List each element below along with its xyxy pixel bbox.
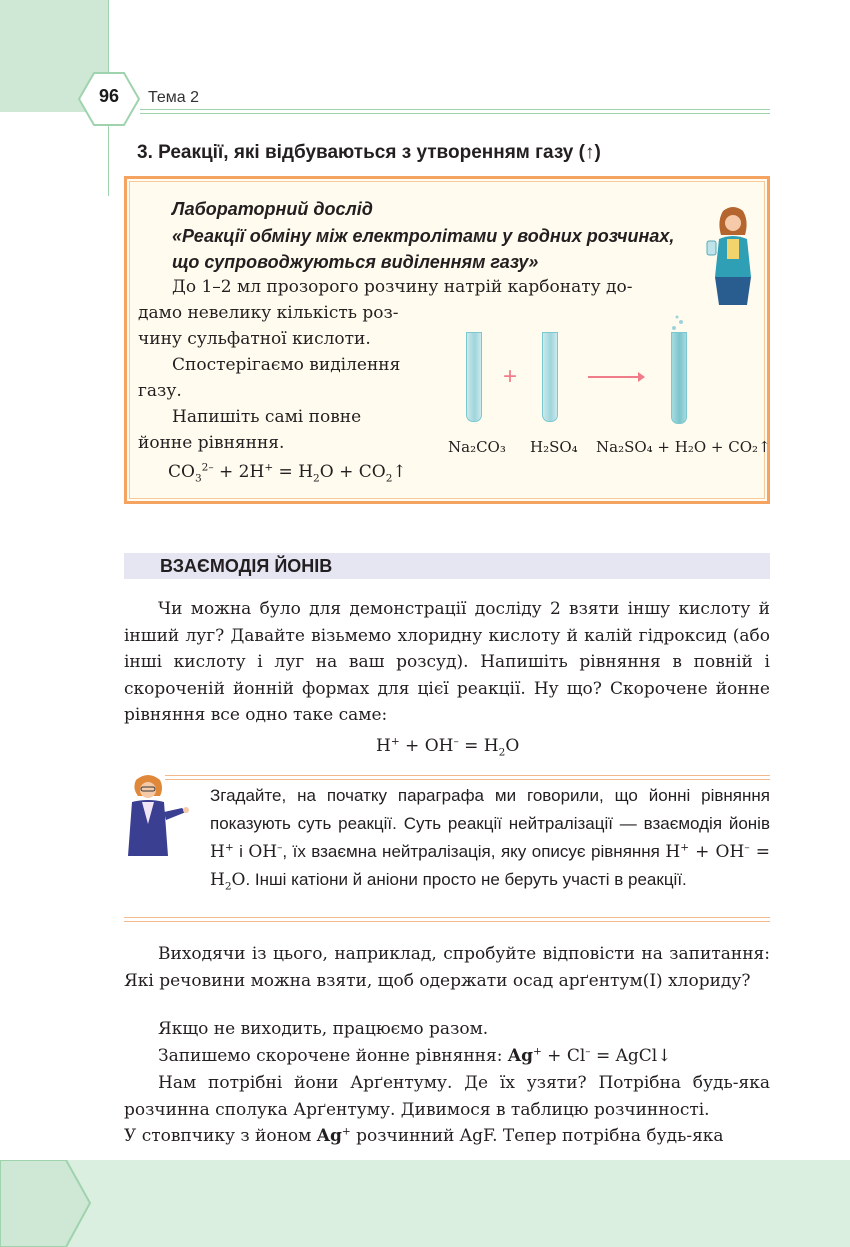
lab-ionic-equation: $CO_3^{2-} + 2H^+ = H_2O$ + $CO_2↑$ — [168, 461, 407, 485]
paragraph: Нам потрібні йони Арґентуму. Де їх узяти? Потрібна будь-яка розчинна сполука Арґентуму. Дивимося в таблицю розчинності. — [124, 1073, 770, 1120]
lab-subtitle-line1: «Реакції обміну між електролітами у водних розчинах, — [172, 226, 675, 246]
page-number: 96 — [98, 86, 120, 106]
teacher-with-flask-illustration — [705, 205, 761, 307]
note-bottom-rule-1 — [124, 917, 770, 918]
neutralization-equation: $H^+ + OH^- = H_2O$ — [376, 735, 520, 759]
lab-subtitle-line2: що супроводжуються виділенням газу» — [172, 252, 539, 272]
test-tube-products — [671, 332, 687, 424]
gas-bubbles-icon — [668, 314, 688, 334]
section-heading: 3. Реакції, які відбуваються з утворенням газу (↑) — [137, 142, 601, 163]
label-products: Na₂SO₄ + H₂O + CO₂↑ — [596, 438, 771, 456]
paragraph: Чи можна було для демонстрації досліду 2 взяти іншу кислоту й інший луг? Давайте візьмемо хлоридну кислоту й калій гідроксид (або інші кислоту і луг на ваш розсуд). Напишіть рівняння в повній і скороченій йонній формах для цієї реакції. Ну що? Скорочене йонне рівняння все одно таке саме: — [124, 599, 770, 725]
note-top-rule-1 — [165, 775, 770, 776]
header-rule-1 — [140, 109, 770, 110]
label-na2co3: Na₂CO₃ — [448, 438, 506, 456]
lab-title: Лабораторний дослід — [172, 199, 373, 219]
paragraph-with-equation: Запишемо скорочене йонне рівняння: Ag+ + Cl– = AgCl↓ — [158, 1045, 672, 1066]
lab-text-line: До 1–2 мл прозорого розчину натрій карбонату до- — [172, 277, 633, 297]
label-h2so4: H₂SO₄ — [530, 438, 578, 456]
lab-text-line: Напишіть самі повне — [172, 407, 362, 427]
lab-text-line: газу. — [138, 381, 182, 401]
paragraph: У стовпчику з йоном Ag+ розчинний AgF. Тепер потрібна будь-яка — [124, 1125, 724, 1146]
paragraph: Якщо не виходить, працюємо разом. — [158, 1019, 489, 1039]
footer-tab-shape — [0, 1160, 92, 1247]
section-title: ВЗАЄМОДІЯ ЙОНІВ — [160, 556, 333, 576]
lab-text-line: дамо невелику кількість роз- — [138, 303, 399, 323]
plus-sign: + — [503, 363, 518, 390]
paragraph: Виходячи із цього, наприклад, спробуйте відповісти на запитання: Які речовини можна взяти, щоб одержати осад арґентум(I) хлориду? — [124, 944, 770, 991]
lab-text-line: йонне рівняння. — [138, 433, 285, 453]
topic-label: Тема 2 — [148, 89, 200, 106]
note-bottom-rule-2 — [124, 921, 770, 922]
lab-text-line: Спостерігаємо виділення — [172, 355, 401, 375]
test-tube-h2so4 — [542, 332, 558, 422]
reaction-arrow-icon — [586, 370, 646, 384]
teacher-pointing-illustration — [122, 772, 190, 872]
note-top-rule-2 — [165, 779, 770, 780]
lab-text-line: чину сульфатної кислоти. — [138, 329, 371, 349]
test-tube-na2co3 — [466, 332, 482, 422]
header-rule-2 — [140, 113, 770, 114]
footer-band — [0, 1160, 850, 1247]
note-text: Згадайте, на початку параграфа ми говорили, що йонні рівняння показують суть реакції. Суть реакції нейтралізації — взаємодія йонів H+ і OH–, їх взаємна нейтралізація, яку описує рівняння $H^+ + OH^- = H_2O$. Інші катіони й аніони просто не беруть участі в реакції. — [210, 786, 770, 893]
